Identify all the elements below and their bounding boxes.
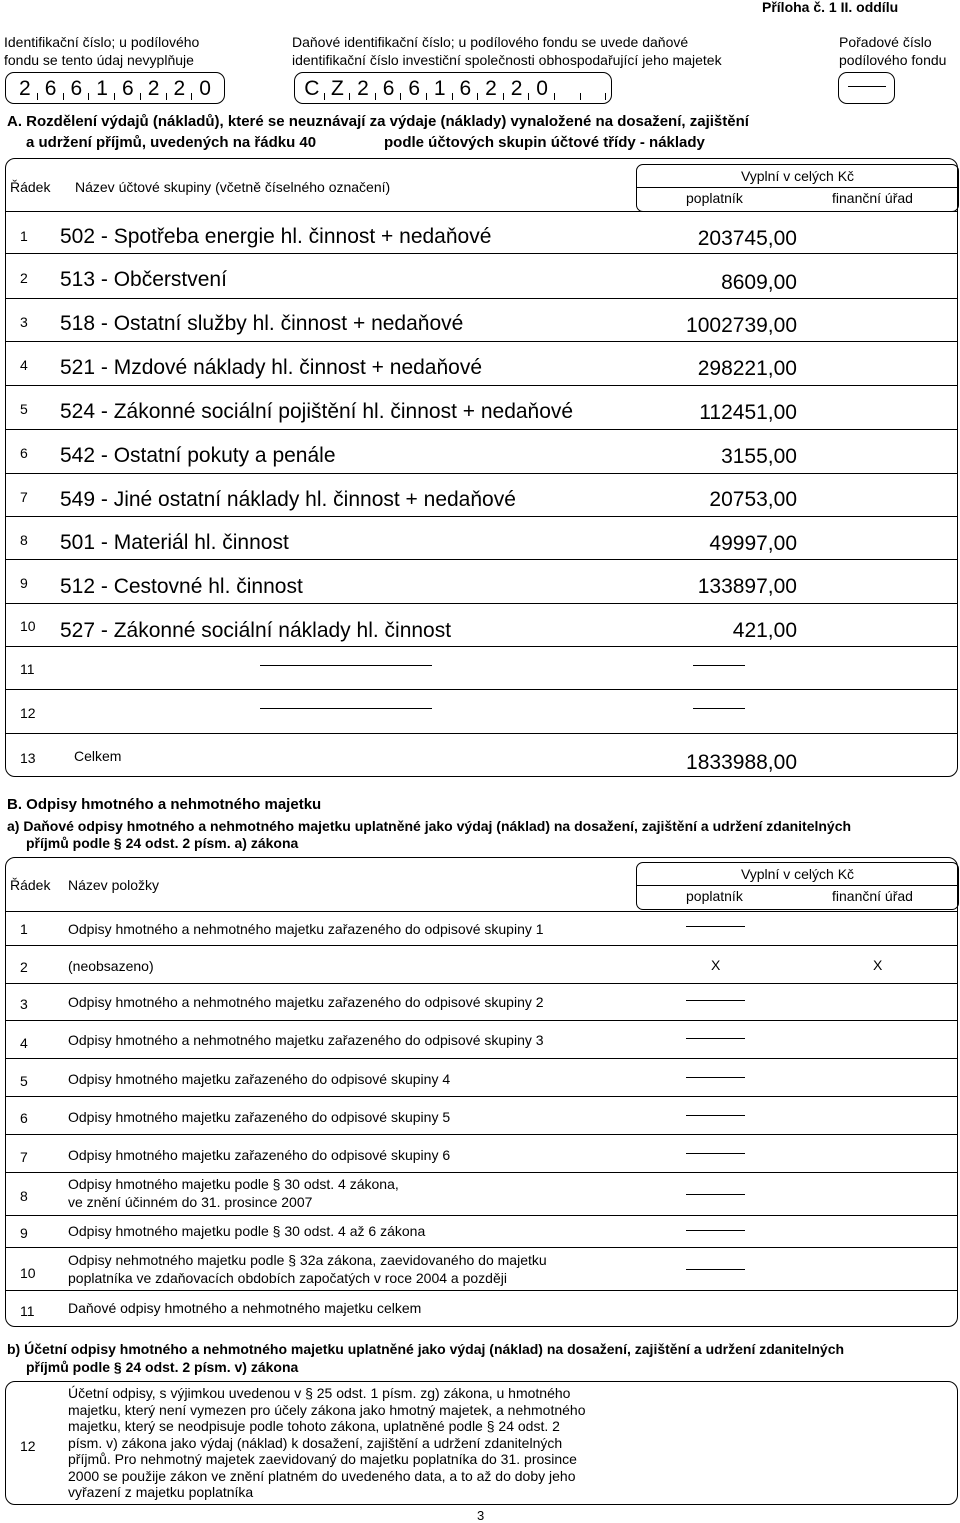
ic-field[interactable] <box>5 72 225 104</box>
row-number: 12 <box>20 705 36 721</box>
empty-value-dash[interactable] <box>686 1000 745 1001</box>
section-b-a-title-line1: a) Daňové odpisy hmotného a nehmotného majetku uplatněné jako výdaj (náklad) na dosažení, zajištění a udržení zdanitelných <box>7 818 852 834</box>
b-description-line3: majetku, který se neodpisuje podle tohoto zákona, uplatněné podle § 24 odst. 2 <box>68 1418 560 1434</box>
dic-char <box>555 76 581 102</box>
total-amount[interactable]: 1833988,00 <box>686 751 797 774</box>
item-name: Odpisy hmotného majetku zařazeného do odpisové skupiny 6 <box>68 1147 451 1163</box>
dic-char: 0 <box>529 76 555 102</box>
payer-label: poplatník <box>686 888 743 904</box>
row-number: 1 <box>20 921 28 937</box>
payer-amount[interactable]: 20753,00 <box>709 488 797 511</box>
payer-amount[interactable]: 203745,00 <box>697 227 797 250</box>
dic-char <box>581 76 607 102</box>
row-number: 5 <box>20 1073 28 1089</box>
item-name: Odpisy hmotného majetku zařazeného do odpisové skupiny 4 <box>68 1071 451 1087</box>
dic-char: Z <box>325 76 351 102</box>
ic-digit: 6 <box>38 76 64 102</box>
row-number: 8 <box>20 532 28 548</box>
row-divider <box>6 516 958 517</box>
row-number: 5 <box>20 401 28 417</box>
payer-x-mark: X <box>711 957 721 973</box>
item-name: (neobsazeno) <box>68 958 154 974</box>
empty-value-dash[interactable] <box>686 1230 745 1231</box>
col-header-row: Řádek <box>10 179 51 195</box>
page-number: 3 <box>477 1508 485 1523</box>
row-number: 12 <box>20 1438 36 1454</box>
row-divider <box>6 1172 958 1173</box>
dic-char: 6 <box>401 76 427 102</box>
row-divider <box>6 1215 958 1216</box>
item-name: Odpisy hmotného majetku zařazeného do odpisové skupiny 5 <box>68 1109 451 1125</box>
dic-label-line2: identifikační číslo investiční společnosti obhospodařující jeho majetek <box>292 52 722 68</box>
fill-in-label: Vyplní v celých Kč <box>740 168 855 184</box>
empty-value-dash[interactable] <box>686 1153 745 1154</box>
ic-digit: 2 <box>12 76 38 102</box>
section-b-title: B. Odpisy hmotného a nehmotného majetku <box>7 796 322 813</box>
empty-value-dash[interactable] <box>693 665 745 666</box>
col-header-row: Řádek <box>10 877 51 893</box>
row-number: 11 <box>20 661 35 677</box>
fill-in-header-b <box>636 862 959 910</box>
account-group-name: 513 - Občerstvení <box>60 268 227 291</box>
payer-amount[interactable]: 421,00 <box>732 619 797 642</box>
section-a-title-line1: A. Rozdělení výdajů (nákladů), které se neuznávají za výdaje (náklady) vynaložené na dosažení, zajištění <box>7 113 749 130</box>
row-number: 3 <box>20 314 28 330</box>
tax-office-label: finanční úřad <box>832 888 913 904</box>
b-description-line5: příjmů. Pro nehmotný majetek zaevidovaný do majetku poplatníka do 31. prosince <box>68 1451 577 1467</box>
row-divider <box>6 1096 958 1097</box>
section-a-title-line3: podle účtových skupin účtové třídy - náklady <box>384 134 705 151</box>
row-number: 6 <box>20 445 28 461</box>
item-name: Odpisy hmotného a nehmotného majetku zařazeného do odpisové skupiny 2 <box>68 994 544 1010</box>
row-divider <box>6 983 958 984</box>
dic-char: 6 <box>376 76 402 102</box>
fund-number-field[interactable] <box>838 72 895 104</box>
empty-name-dash[interactable] <box>260 665 432 666</box>
row-divider <box>6 1247 958 1248</box>
row-number: 11 <box>20 1303 35 1319</box>
payer-amount[interactable]: 8609,00 <box>721 271 797 294</box>
ic-label-line2: fondu se tento údaj nevyplňuje <box>4 52 194 68</box>
empty-value-dash[interactable] <box>686 1115 745 1116</box>
item-name: Odpisy hmotného a nehmotného majetku zařazeného do odpisové skupiny 1 <box>68 921 544 937</box>
row-divider <box>6 253 958 254</box>
row-number: 4 <box>20 357 28 373</box>
account-group-name: 524 - Zákonné sociální pojištění hl. činnost + nedaňové <box>60 400 574 423</box>
section-b-b-title-line2: příjmů podle § 24 odst. 2 písm. v) zákona <box>26 1359 299 1375</box>
b-description-line7: vyřazení z majetku poplatníka <box>68 1484 254 1500</box>
ic-digit: 6 <box>64 76 90 102</box>
dic-char: C <box>299 76 325 102</box>
account-group-name: 521 - Mzdové náklady hl. činnost + nedaňové <box>60 356 483 379</box>
item-name-line2: ve znění účinném do 31. prosince 2007 <box>68 1194 313 1210</box>
row-divider <box>6 1290 958 1291</box>
row-number: 9 <box>20 1225 28 1241</box>
dic-label-line1: Daňové identifikační číslo; u podílového fondu se uvede daňové <box>292 34 689 50</box>
row-number: 10 <box>20 1265 36 1281</box>
account-group-name: 501 - Materiál hl. činnost <box>60 531 289 554</box>
fund-number-label-line2: podílového fondu <box>839 52 947 68</box>
account-group-name: 502 - Spotřeba energie hl. činnost + nedaňové <box>60 225 492 248</box>
row-divider <box>6 429 958 430</box>
fill-in-label: Vyplní v celých Kč <box>740 866 855 882</box>
row-number: 1 <box>20 228 28 244</box>
tax-office-label: finanční úřad <box>832 190 913 206</box>
row-divider <box>6 603 958 604</box>
account-group-name: 527 - Zákonné sociální náklady hl. činnost <box>60 619 452 642</box>
item-name: Odpisy hmotného majetku podle § 30 odst. 4 až 6 zákona <box>68 1223 426 1239</box>
account-group-name: 549 - Jiné ostatní náklady hl. činnost + nedaňové <box>60 488 516 511</box>
row-divider <box>6 1058 958 1059</box>
attachment-label: Příloha č. 1 II. oddílu <box>762 0 899 15</box>
ic-digit: 1 <box>89 76 115 102</box>
row-number: 7 <box>20 1149 28 1165</box>
empty-value-dash <box>848 86 886 87</box>
table-divider <box>6 211 958 212</box>
row-number: 3 <box>20 996 28 1012</box>
fund-number-label-line1: Pořadové číslo <box>839 34 932 50</box>
b-description-line2: majetku, který není vymezen pro účely zákona jako hmotný majetek, a nehmotného <box>68 1402 586 1418</box>
item-name-line1: Odpisy nehmotného majetku podle § 32a zákona, zaevidovaného do majetku <box>68 1252 547 1268</box>
col-header-item: Název položky <box>68 877 160 893</box>
dic-char: 2 <box>478 76 504 102</box>
dic-field[interactable] <box>294 72 612 104</box>
item-name: Odpisy hmotného a nehmotného majetku zařazeného do odpisové skupiny 3 <box>68 1032 544 1048</box>
section-a-title-line2: a udržení příjmů, uvedených na řádku 40 <box>26 134 317 151</box>
b-description-line6: 2000 se použije zákon ve znění platném do uvedeného data, a to až do doby jeho <box>68 1468 576 1484</box>
account-group-name: 512 - Cestovné hl. činnost <box>60 575 303 598</box>
row-divider <box>6 945 958 946</box>
ic-digit: 0 <box>199 77 211 100</box>
row-divider <box>6 473 958 474</box>
b-description-line1: Účetní odpisy, s výjimkou uvedenou v § 25 odst. 1 písm. zg) zákona, u hmotného <box>68 1385 571 1401</box>
row-divider <box>6 1020 958 1021</box>
ic-digit: 6 <box>115 76 141 102</box>
account-group-name: 518 - Ostatní služby hl. činnost + nedaňové <box>60 312 464 335</box>
row-number: 10 <box>20 618 36 634</box>
empty-name-dash[interactable] <box>260 708 432 709</box>
row-divider <box>6 559 958 560</box>
ic-label-line1: Identifikační číslo; u podílového <box>4 34 200 50</box>
row-number: 8 <box>20 1188 28 1204</box>
row-divider <box>6 689 958 690</box>
empty-value-dash[interactable] <box>686 926 745 927</box>
row-divider <box>6 733 958 734</box>
ic-digit: 2 <box>167 76 193 102</box>
row-divider <box>6 385 958 386</box>
empty-value-dash[interactable] <box>693 708 745 709</box>
row-number: 2 <box>20 270 28 286</box>
total-label: Celkem <box>74 748 122 764</box>
row-divider <box>6 298 958 299</box>
row-number: 2 <box>20 959 28 975</box>
payer-label: poplatník <box>686 190 743 206</box>
empty-value-dash[interactable] <box>686 1269 745 1270</box>
payer-amount[interactable]: 1002739,00 <box>686 314 797 337</box>
payer-amount[interactable]: 49997,00 <box>709 532 797 555</box>
item-name-line1: Odpisy hmotného majetku podle § 30 odst. 4 zákona, <box>68 1176 399 1192</box>
row-divider <box>6 1134 958 1135</box>
payer-amount[interactable]: 298221,00 <box>697 357 797 380</box>
empty-value-dash[interactable] <box>686 1038 745 1039</box>
row-number: 9 <box>20 575 28 591</box>
table-divider <box>6 911 958 912</box>
dic-char: 6 <box>453 76 479 102</box>
dic-char: 1 <box>427 76 453 102</box>
empty-value-dash[interactable] <box>686 1077 745 1078</box>
dic-char: 2 <box>350 76 376 102</box>
office-x-mark: X <box>873 957 883 973</box>
fill-in-header-a <box>636 164 959 212</box>
col-header-name: Název účtové skupiny (včetně číselného označení) <box>75 179 391 195</box>
dic-char: 2 <box>504 76 530 102</box>
row-divider <box>6 646 958 647</box>
item-name: Daňové odpisy hmotného a nehmotného majetku celkem <box>68 1300 422 1316</box>
row-number: 4 <box>20 1035 28 1051</box>
account-group-name: 542 - Ostatní pokuty a penále <box>60 444 336 467</box>
section-b-a-title-line2: příjmů podle § 24 odst. 2 písm. a) zákona <box>26 835 299 851</box>
ic-digit: 2 <box>141 76 167 102</box>
empty-value-dash[interactable] <box>686 1194 745 1195</box>
row-divider <box>6 341 958 342</box>
payer-amount[interactable]: 3155,00 <box>721 445 797 468</box>
payer-amount[interactable]: 133897,00 <box>697 575 797 598</box>
row-number: 13 <box>20 750 36 766</box>
section-b-b-title-line1: b) Účetní odpisy hmotného a nehmotného majetku uplatněné jako výdaj (náklad) na dosažení, zajištění a udržení zdanitelných <box>7 1341 845 1357</box>
b-description-line4: písm. v) zákona jako výdaj (náklad) k dosažení, zajištění a udržení zdanitelných <box>68 1435 563 1451</box>
item-name-line2: poplatníka ve zdaňovacích obdobích započatých v roce 2004 a později <box>68 1270 507 1286</box>
row-number: 7 <box>20 489 28 505</box>
payer-amount[interactable]: 112451,00 <box>699 401 797 424</box>
row-number: 6 <box>20 1110 28 1126</box>
